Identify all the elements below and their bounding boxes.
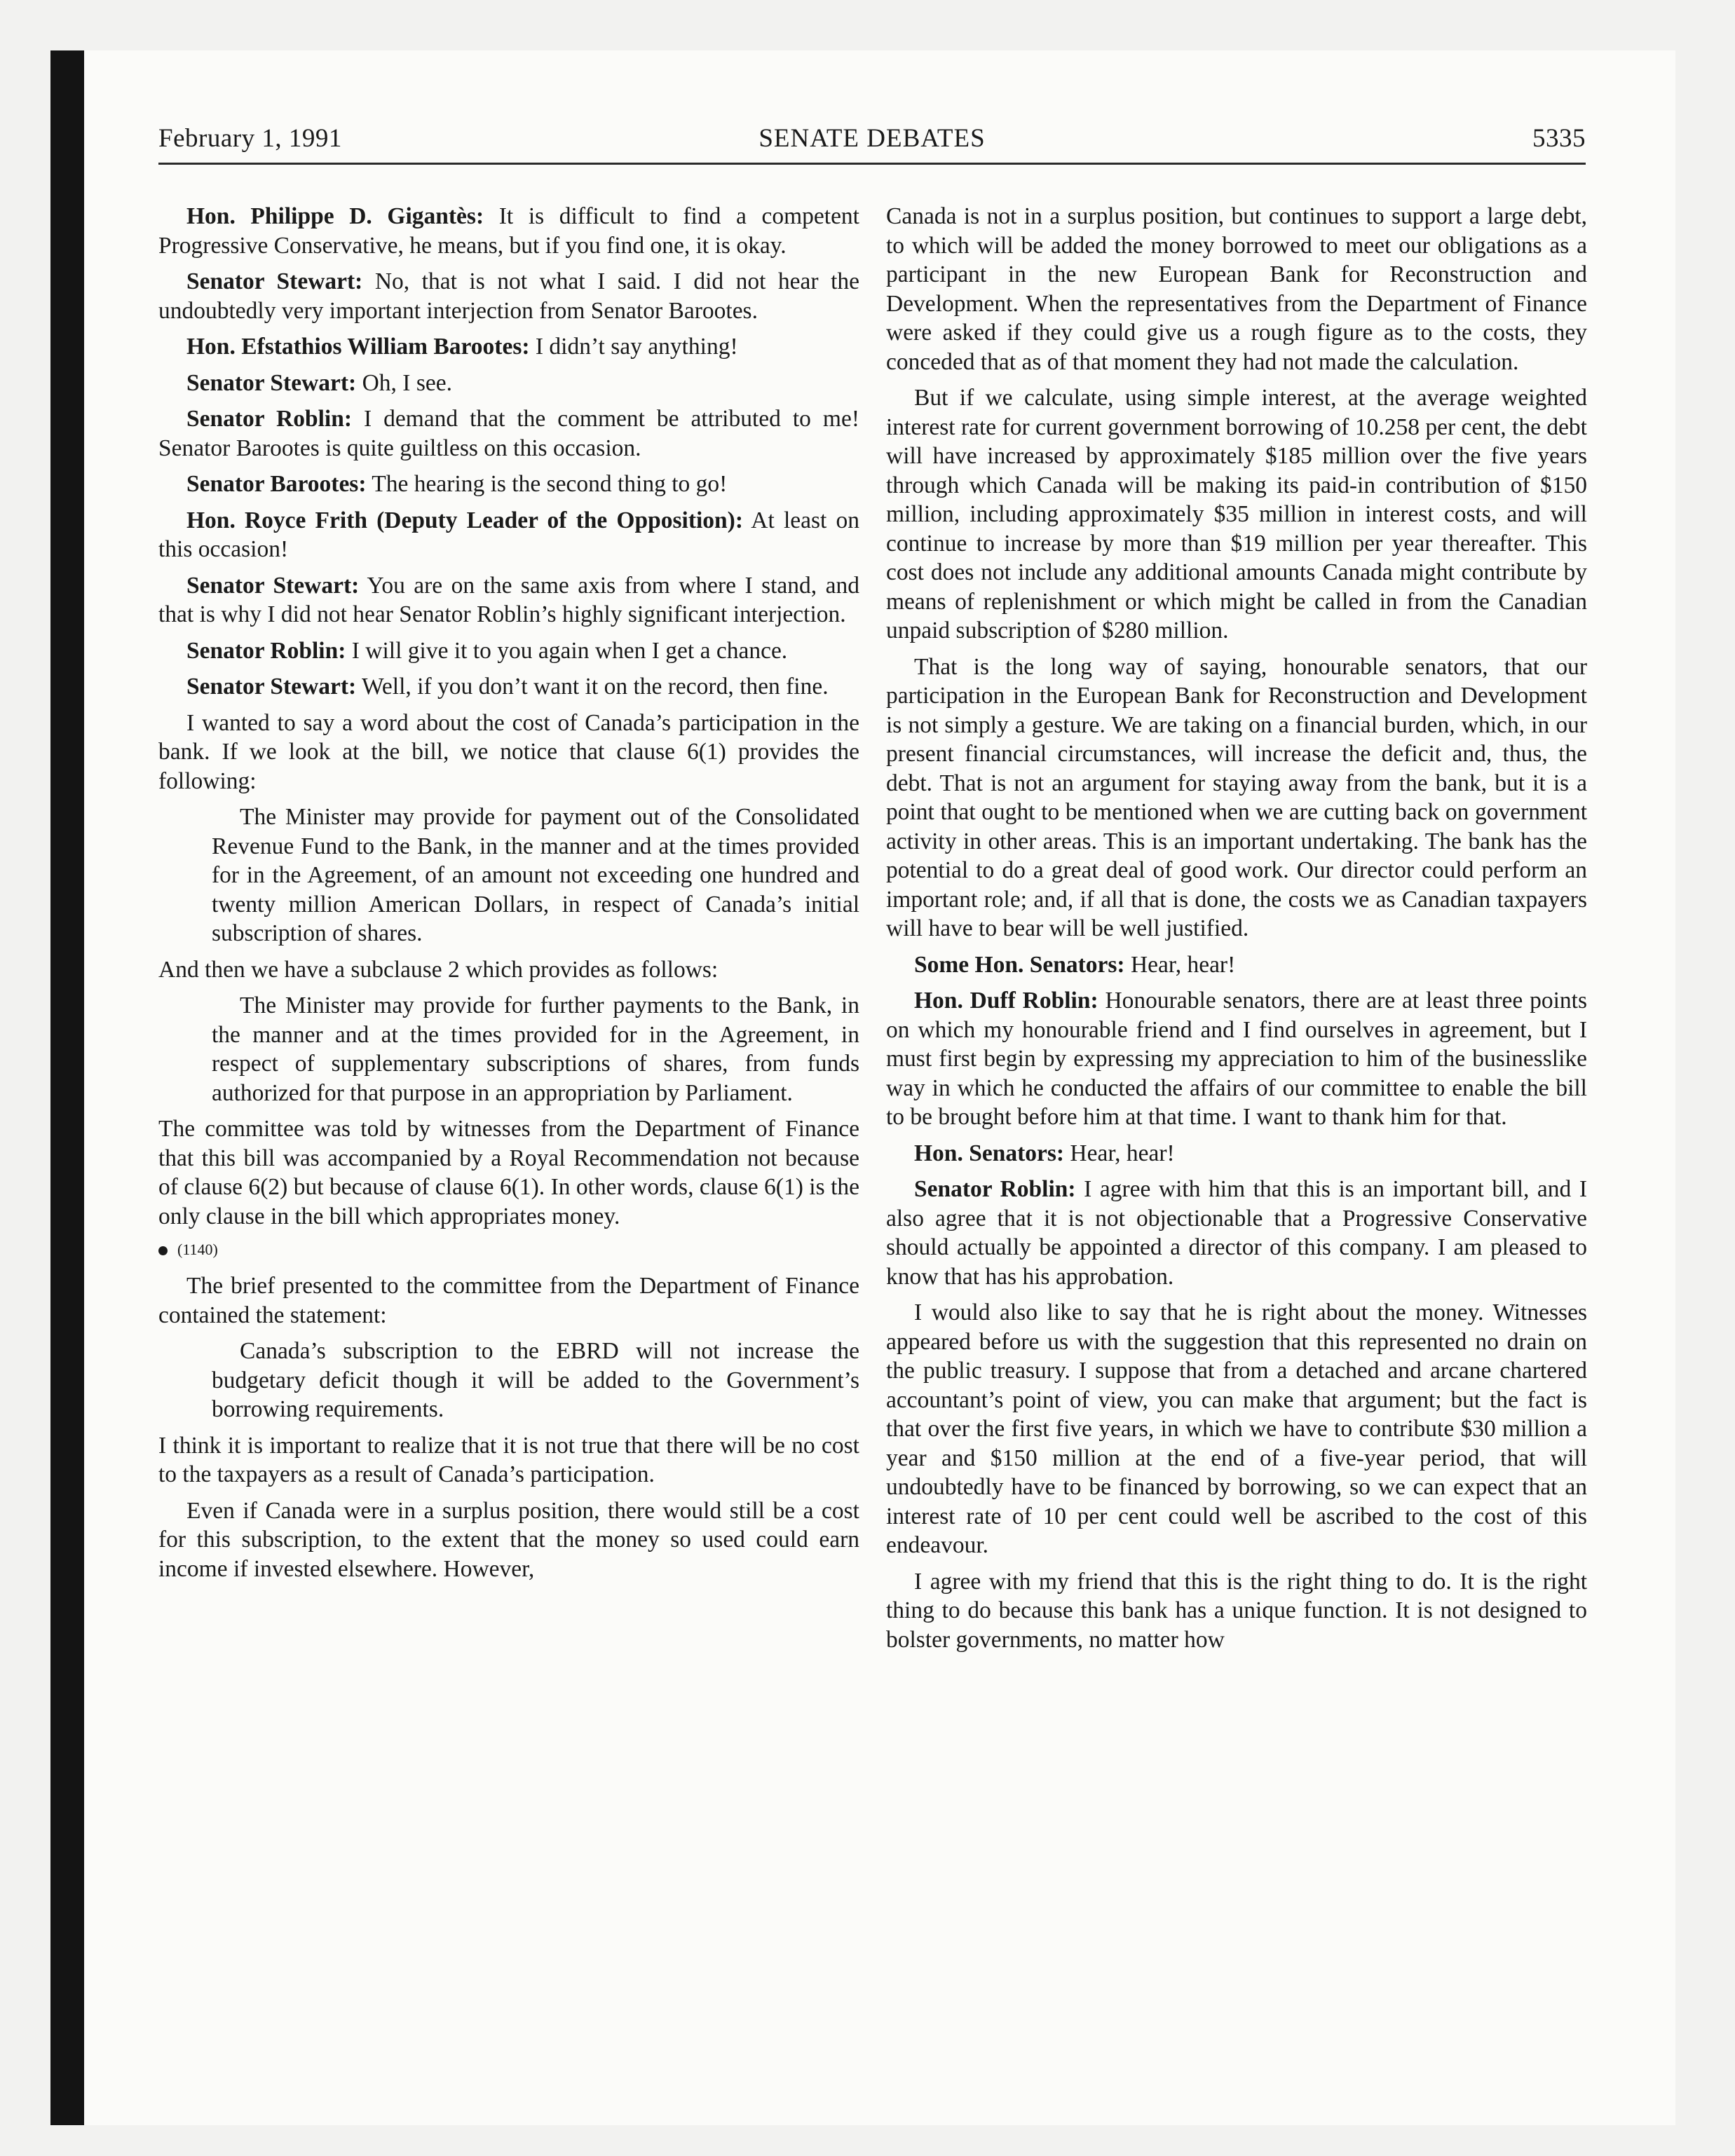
body-paragraph: Even if Canada were in a surplus position, there would still be a cost for this subscription, to the extent that the money so used could earn income if invested elsewhere. However,	[158, 1497, 859, 1582]
speech-text: I demand that the comment be attributed to me! Senator Barootes is quite guiltless on this occasion.	[158, 406, 859, 461]
speech-text: I agree with him that this is an important bill, and I also agree that it is not objectionable that a Progressive Conservative should actually be appointed a director of this company. I am pleased to know that has his approbation.	[886, 1176, 1588, 1290]
header-title: SENATE DEBATES	[758, 124, 986, 153]
speaker-name: Hon. Royce Frith (Deputy Leader of the Opposition):	[186, 507, 743, 533]
speaker-name: Senator Barootes:	[186, 471, 367, 497]
body-paragraph: The brief presented to the committee from the Department of Finance contained the statement:	[158, 1273, 859, 1328]
speaker-name: Senator Stewart:	[186, 572, 360, 599]
quoted-clause: The Minister may provide for payment out of the Consolidated Revenue Fund to the Bank, in the manner and at the times provided for in the Agreement, of an amount not exceeding one hundred and twenty million American Dollars, in respect of Canada’s initial subscription of shares.	[212, 804, 859, 946]
speech-text: Hear, hear!	[1064, 1140, 1175, 1166]
speech-paragraph	[158, 202, 859, 260]
speech-text: No, that is not what I said. I did not hear the undoubtedly very important interjection from Senator Barootes.	[158, 268, 859, 324]
speaker-name: Senator Roblin:	[186, 406, 353, 432]
speaker-name: Senator Roblin:	[914, 1176, 1076, 1202]
speech-text: I didn’t say anything!	[529, 334, 738, 360]
speech-text: The hearing is the second thing to go!	[366, 471, 728, 497]
quoted-statement: Canada’s subscription to the EBRD will not increase the budgetary deficit though it will be added to the Government’s borrowing requirements.	[212, 1338, 859, 1422]
body-paragraph: But if we calculate, using simple interest, at the average weighted interest rate for current government borrowing of 10.258 per cent, the debt will have increased by approximately $185 million over the five years through which Canada will be making its paid-in contribution of $150 million, including approximately $35 million in interest costs, and will continue to increase by more than $19 million per year thereafter. This cost does not include any additional amounts Canada might contribute by means of replenishment or which might be called in from the Canadian unpaid subscription of $280 million.	[886, 385, 1587, 643]
speaker-name: Hon. Philippe D. Gigantès:	[186, 203, 484, 229]
speech-text: Well, if you don’t want it on the record, then fine.	[356, 674, 829, 700]
body-paragraph: I would also like to say that he is right about the money. Witnesses appeared before us with the suggestion that this represented no drain on the public treasury. I suppose that from a detached and arcane chartered accountant’s point of view, you can make that argument; but the fact is that over the first five years, in which we have to contribute $30 million a year and $150 million at the end of a five-year period, that will undoubtedly have to be financed by borrowing, so we can expect that an interest rate of 10 per cent could well be ascribed to the cost of this endeavour.	[886, 1299, 1587, 1558]
speech-text: Hear, hear!	[1124, 951, 1236, 978]
left-column	[158, 202, 859, 1590]
page-header	[158, 123, 1586, 165]
speaker-name: Senator Roblin:	[186, 637, 346, 664]
speech-paragraph	[158, 404, 859, 463]
body-paragraph: I wanted to say a word about the cost of Canada’s participation in the bank. If we look at the bill, we notice that clause 6(1) provides the following:	[158, 709, 859, 794]
speaker-name: Hon. Duff Roblin:	[914, 988, 1098, 1014]
body-paragraph: I agree with my friend that this is the right thing to do. It is the right thing to do because this bank has a unique function. It is not designed to bolster governments, no matter how	[886, 1568, 1587, 1653]
header-page-number: 5335	[1532, 124, 1586, 153]
body-paragraph: I think it is important to realize that it is not true that there will be no cost to the taxpayers as a result of Canada’s participation.	[158, 1432, 859, 1487]
speaker-name: Senator Stewart:	[186, 369, 357, 396]
speech-paragraph	[158, 332, 859, 362]
speech-paragraph	[158, 369, 859, 398]
speech-paragraph	[886, 1175, 1587, 1291]
speech-paragraph	[158, 571, 859, 629]
speech-text: At least on this occasion!	[158, 507, 860, 562]
speaker-name: Senator Stewart:	[186, 268, 363, 294]
body-paragraph: The committee was told by witnesses from the Department of Finance that this bill was accompanied by a Royal Recommendation not because of clause 6(2) but because of clause 6(1). In other words, clause 6(1) is the only clause in the bill which appropriates money.	[158, 1116, 859, 1229]
speech-paragraph	[886, 1139, 1587, 1168]
speech-paragraph	[158, 470, 859, 499]
speech-paragraph	[158, 506, 859, 564]
speaker-name: Hon. Efstathios William Barootes:	[186, 334, 530, 360]
speech-text: It is difficult to find a competent Progressive Conservative, he means, but if you find one, it is okay.	[158, 203, 859, 259]
time-marker-text: (1140)	[177, 1241, 218, 1258]
time-marker	[158, 1238, 859, 1262]
body-paragraph: Canada is not in a surplus position, but continues to support a large debt, to which will be added the money borrowed to meet our obligations as a participant in the new European Bank for Reconstruction and Development. When the representatives from the Department of Finance were asked if they could give us a rough figure as to the costs, they conceded that as of that moment they had not made the calculation.	[886, 203, 1587, 375]
scan-border	[50, 50, 84, 2125]
right-column	[886, 202, 1587, 1661]
speech-text: You are on the same axis from where I stand, and that is why I did not hear Senator Roblin’s highly significant interjection.	[158, 572, 859, 627]
body-paragraph: That is the long way of saying, honourable senators, that our participation in the European Bank for Reconstruction and Development is not simply a gesture. We are taking on a financial burden, which, in our present financial circumstances, will increase the deficit and, thus, the debt. That is not an argument for staying away from the bank, but it is a point that ought to be mentioned when we are cutting back on government activity in other areas. This is an important undertaking. The bank has the potential to do a great deal of good work. Our director could perform an important role; and, if all that is done, the costs we as Canadian taxpayers will have to bear will be well justified.	[886, 653, 1587, 941]
speaker-name: Hon. Senators:	[914, 1140, 1065, 1166]
bullet-dot-icon	[158, 1246, 168, 1255]
speech-text: Honourable senators, there are at least three points on which my honourable friend and I find ourselves in agreement, but I must first begin by expressing my appreciation to him of the businesslike way in which he conducted the affairs of our committee to enable the bill to be brought before him at that time. I want to thank him for that.	[886, 988, 1587, 1130]
speech-paragraph	[886, 986, 1587, 1132]
speech-text: I will give it to you again when I get a chance.	[346, 637, 788, 664]
speech-paragraph	[158, 636, 859, 666]
speech-paragraph	[886, 950, 1587, 980]
speech-paragraph	[158, 672, 859, 702]
speech-paragraph	[158, 267, 859, 325]
body-paragraph: And then we have a subclause 2 which provides as follows:	[158, 956, 719, 983]
quoted-clause: The Minister may provide for further payments to the Bank, in the manner and at the times provided for in the Agreement, in respect of supplementary subscriptions of shares, from funds authorized for that purpose in an appropriation by Parliament.	[212, 992, 859, 1106]
speaker-name: Senator Stewart:	[186, 674, 357, 700]
header-date: February 1, 1991	[158, 124, 342, 153]
speech-text: Oh, I see.	[356, 369, 452, 396]
speaker-name: Some Hon. Senators:	[914, 951, 1125, 978]
